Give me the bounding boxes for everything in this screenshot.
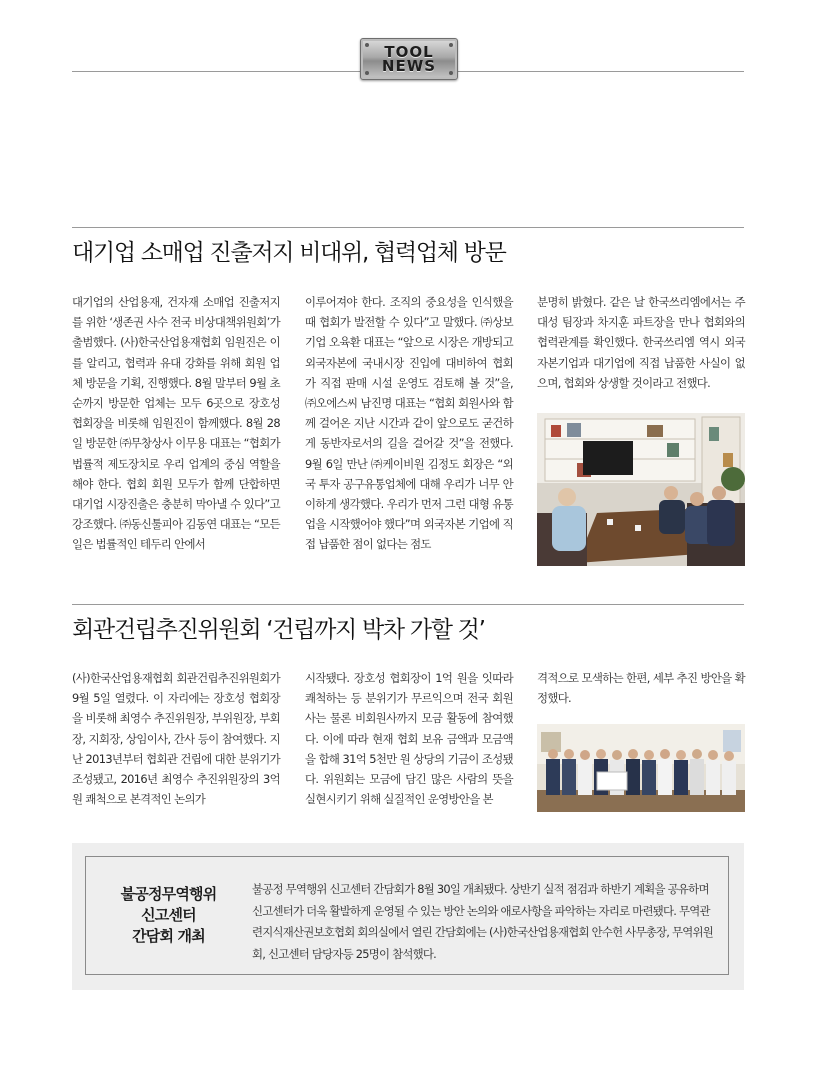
meeting-photo [537,413,745,566]
article1-column-1: 대기업의 산업용재, 건자재 소매업 진출저지를 위한 ‘생존권 사수 전국 비상대책위원회’가 출범했다. (사)한국산업용재협회 임원진은 이를 알리고, 협력과 유대 강화를 위해 회원 업체 방문을 기획, 진행했다. 8월 말부터 9월 초순까지 방문한 업체는 모두 6곳으로 장호성 협회장을 비롯해 임원진이 함께했다. 8월 28일 방문한 ㈜무창상사 이무용 대표는 “협회가 법률적 제도장치로 우리 업계의 중심 역할을 해야 한다. 협회 회원 모두가 함께 단합하면 대기업 시장진출은 충분히 막아낼 수 있다”고 강조했다. ㈜동신툴피아 김동연 대표는 “모든 일은 법률적인 테두리 안에서 [72,295,280,552]
article1-column-3: 분명히 밝혔다. 같은 날 한국쓰리엠에서는 주대성 팀장과 차지훈 파트장을 만나 협회와의 협력관계를 확인했다. 한국쓰리엠 역시 외국자본기업과 대기업에 직접 납품한 사실이 없으며, 협회와 상생할 것이라고 전했다. [537,295,745,390]
notice-box-frame [85,856,729,975]
notice-box-text: 불공정 무역행위 신고센터 간담회가 8월 30일 개최됐다. 상반기 실적 점검과 하반기 계획을 공유하며 신고센터가 더욱 활발하게 운영될 수 있는 방안 논의와 애로사항을 파악하는 자리로 마련됐다. 무역관련지식재산권보호협회 회의실에서 열린 간담회에는 (사)한국산업용재협회 안수헌 사무총장, 무역위원회, 신고센터 담당자등 25명이 참석했다. [252,882,713,961]
section-rule-2 [72,604,744,605]
logo-text-tool: TOOL [384,43,434,61]
article2-column-3: 격적으로 모색하는 한편, 세부 추진 방안을 확정했다. [537,671,745,706]
logo-text-news: NEWS [381,57,437,75]
article1-headline: 대기업 소매업 진출저지 비대위, 협력업체 방문 [72,240,506,266]
article2-column-2: 시작됐다. 장호성 협회장이 1억 원을 잇따라 쾌척하는 등 분위기가 무르익으며 전국 회원사는 물론 비회원사까지 모금 활동에 참여했다. 이에 따라 현재 협회 보유 금액과 모금액을 합해 31억 5천만 원 상당의 기금이 조성됐다. 위원회는 모금에 담긴 많은 사람의 뜻을 실현시키기 위해 실질적인 운영방안을 본 [305,671,513,807]
notice-box [72,843,744,990]
tool-news-logo [360,38,458,80]
article2-headline: 회관건립추진위원회 ‘건립까지 박차 가할 것’ [72,617,485,643]
article1-column-2: 이루어져야 한다. 조직의 중요성을 인식했을 때 협회가 발전할 수 있다”고 말했다. ㈜상보기업 오육환 대표는 “앞으로 시장은 개방되고 외국자본에 국내시장 진입에 대비하여 협회가 직접 판매 시설 운영도 검토해 볼 것”을, ㈜오에스씨 남진명 대표는 “협회 회원사와 함께 걸어온 지난 시간과 같이 앞으로도 굳건하게 동반자로서의 길을 걸어갈 것”을 전했다. 9월 6일 만난 ㈜케이비원 김정도 회장은 “외국 투자 공구유통업체에 대해 우리가 너무 안이하게 생각했다. 우리가 먼저 그런 대형 유통업을 시작했어야 했다”며 외국자본 기업에 직접 납품한 점이 없다는 점도 [305,295,513,552]
article2-column-1: (사)한국산업용재협회 회관건립추진위원회가 9월 5일 열렸다. 이 자리에는 장호성 협회장을 비롯해 최영수 추진위원장, 부위원장, 부회장, 지회장, 상임이사, 간사 등이 참여했다. 지난 2013년부터 협회관 건립에 대한 분위기가 조성됐고, 2016년 최영수 추진위원장의 3억 원 쾌척으로 본격적인 논의가 [72,671,280,807]
notice-box-title: 불공정무역행위 신고센터 간담회 개최 [120,885,217,945]
section-rule-1 [72,227,744,228]
group-photo [537,724,745,812]
